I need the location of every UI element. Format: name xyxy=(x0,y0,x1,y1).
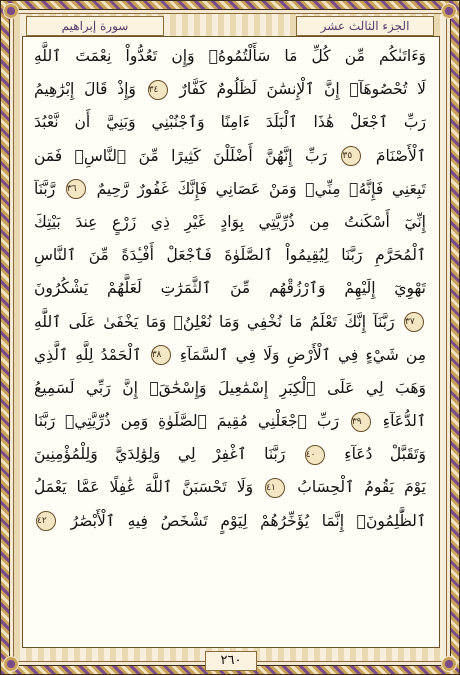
ayah-number-marker: ٤٢ xyxy=(36,511,56,531)
verse-text: وَإِذْ قَالَ إِبْرَٰهِيمُ xyxy=(34,80,136,99)
verse-text: رَبِّ ٱجْعَلْنِي مُقِيمَ ٱلصَّلَوٰةِ وَمِن ذُرِّيَّتِيۚ رَبَّنَا xyxy=(34,412,339,431)
ayah-number-marker: ٣٥ xyxy=(341,146,361,166)
ayah-number-marker: ٣٧ xyxy=(404,312,424,332)
text-line xyxy=(34,239,426,272)
verse-text: إِنِّيٓ أَسْكَنتُ مِن ذُرِّيَّتِي بِوَادٍ غَيْرِ ذِي زَرْعٍ عِندَ بَيْتِكَ xyxy=(34,212,426,231)
verse-text: وَهَبَ لِي عَلَى ٱلْكِبَرِ إِسْمَٰعِيلَ وَإِسْحَٰقَۚ إِنَّ رَبِّي لَسَمِيعُ xyxy=(34,378,426,397)
verse-text: وَتَقَبَّلْ دُعَآءِ xyxy=(344,445,426,464)
verse-text: ٱلْأَصْنَامَ xyxy=(375,146,426,165)
page-header xyxy=(22,14,438,36)
ayah-number-marker: ٣٨ xyxy=(151,345,171,365)
verse-text: رَبِّ ٱجْعَلْ هَٰذَا ٱلْبَلَدَ ءَامِنًا وَٱجْنُبْنِي وَبَنِيَّ أَن نَّعْبُدَ xyxy=(34,113,426,132)
ayah-number-marker: ٤٠ xyxy=(305,445,325,465)
juz-name: الجزء الثالث عشر xyxy=(296,16,434,36)
verse-text: مِن شَيْءٍ فِي ٱلْأَرْضِ وَلَا فِي ٱلسَّمَآءِ xyxy=(179,345,426,364)
verse-lines xyxy=(34,40,426,538)
verse-text: يَوْمَ يَقُومُ ٱلْحِسَابُ xyxy=(297,478,426,497)
verse-text: تَهْوِيٓ إِلَيْهِمْ وَٱرْزُقْهُم مِّنَ ٱلثَّمَرَٰتِ لَعَلَّهُمْ يَشْكُرُونَ xyxy=(34,279,426,298)
text-line xyxy=(34,40,426,73)
surah-name: سورة إبراهيم xyxy=(26,16,164,36)
verse-text: ٱلظَّٰلِمُونَۚ إِنَّمَا يُؤَخِّرُهُمْ لِيَوْمٍ تَشْخَصُ فِيهِ ٱلْأَبْصَٰرُ xyxy=(70,511,426,530)
text-line xyxy=(34,471,426,504)
verse-text: رَبَّنَآ إِنَّكَ تَعْلَمُ مَا نُخْفِي وَمَا نُعْلِنُۗ وَمَا يَخْفَىٰ عَلَى ٱللَّهِ xyxy=(34,312,395,331)
text-line xyxy=(34,372,426,405)
corner-ornament-top-left-icon xyxy=(3,3,19,19)
ayah-number-marker: ٣٤ xyxy=(148,80,168,100)
verse-text: لَا تُحْصُوهَآۗ إِنَّ ٱلْإِنسَٰنَ لَظَلُومٌ كَفَّارٌ xyxy=(179,80,426,99)
verse-text: وَءَاتَىٰكُم مِّن كُلِّ مَا سَأَلْتُمُوهُۚ وَإِن تَعُدُّواْ نِعْمَتَ ٱللَّهِ xyxy=(34,47,426,65)
text-line xyxy=(34,505,426,538)
text-line xyxy=(34,405,426,438)
verse-text: ٱلْمُحَرَّمِ رَبَّنَا لِيُقِيمُواْ ٱلصَّلَوٰةَ فَٱجْعَلْ أَفْـِٔدَةً مِّنَ ٱلنَّاسِ xyxy=(34,246,426,265)
verse-text: رَبَّنَا ٱغْفِرْ لِي وَلِوَٰلِدَيَّ وَلِلْمُؤْمِنِينَ xyxy=(34,445,286,464)
text-line xyxy=(34,140,426,173)
page-number: ٢٦٠ xyxy=(205,651,257,671)
text-line xyxy=(34,272,426,305)
text-line xyxy=(34,339,426,372)
corner-ornament-top-right-icon xyxy=(441,3,457,19)
corner-ornament-bottom-right-icon xyxy=(441,656,457,672)
ayah-number-marker: ٤١ xyxy=(265,478,285,498)
verse-text: رَّبَّنَآ xyxy=(34,179,56,198)
verse-text: تَبِعَنِي فَإِنَّهُۥ مِنِّيۖ وَمَنْ عَصَانِي فَإِنَّكَ غَفُورٌ رَّحِيمٌ xyxy=(96,179,426,198)
text-line xyxy=(34,438,426,471)
verse-text: رَبِّ إِنَّهُنَّ أَضْلَلْنَ كَثِيرًا مِّنَ ٱلنَّاسِۖ فَمَن xyxy=(34,146,328,165)
verse-text: ٱلدُّعَآءِ xyxy=(382,412,426,431)
text-line xyxy=(34,73,426,106)
verse-text: ٱلْحَمْدُ لِلَّهِ ٱلَّذِي xyxy=(34,345,142,364)
text-line xyxy=(34,106,426,139)
verse-text: وَلَا تَحْسَبَنَّ ٱللَّهَ غَٰفِلًا عَمَّا يَعْمَلُ xyxy=(34,478,254,497)
text-line xyxy=(34,306,426,339)
ayah-number-marker: ٣٩ xyxy=(351,412,371,432)
corner-ornament-bottom-left-icon xyxy=(3,656,19,672)
text-line xyxy=(34,173,426,206)
ayah-number-marker: ٣٦ xyxy=(66,179,86,199)
text-line xyxy=(34,206,426,239)
